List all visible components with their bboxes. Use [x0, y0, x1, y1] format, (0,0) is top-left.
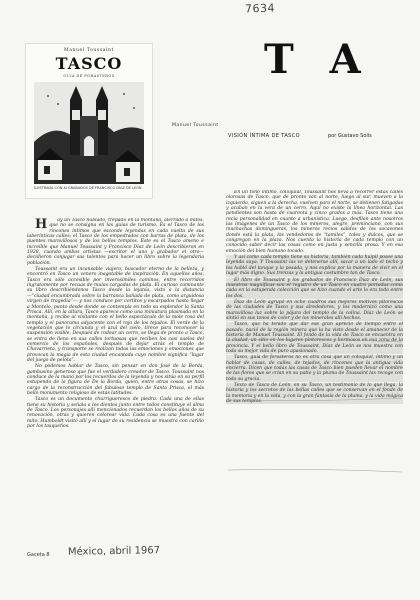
woodcut-illustration	[34, 82, 144, 184]
article-byline: por Gustavo Solís	[328, 133, 372, 139]
handwritten-date: México, abril 1967	[67, 545, 161, 558]
book-cover-image	[25, 43, 153, 199]
article-title: VISIÓN ÍNTIMA DE TASCO	[228, 133, 300, 139]
paragraph: Díaz de León agrupó en ocho cuadros sus mejores motivos pitorescos de las ciudades de Tasco y sus alrededores, y los modernizó como una maravillosa luz sobre la pájara del templo de la colina. Díaz de León se sintió en sus tonos de color y de los minerales allí hechos.	[226, 299, 403, 321]
cover-credit: ILUSTRADA CON XI GRABADOS DE FRANCISCO DÍAZ DE LEÓN	[34, 186, 142, 190]
cover-author: Manuel Toussaint	[64, 48, 114, 53]
handwritten-catalog-number: 7634	[244, 1, 276, 16]
big-title-ta: TA	[264, 36, 399, 83]
left-text-column	[27, 218, 204, 540]
cover-subtitle: GUIA DE FORASTEROS	[63, 74, 115, 78]
paragraph: Toussaint era un incansable viajero, buscador eterno de la belleza, y encontró en Tasco un venero inagotable de inspiración. En aquellos años, Tasco era sólo accesible por inverosímiles caminos, entre recorridos ingratamente por recuas de mulas cargadas de plata. El curioso caminante su libro describiéndonos Tasco desde la lejanía, visto a la distancia —“ciudad encumbrada sobre la barranca bañada de plata, como arguidosa virgen de tragedia”— y nos conduce por cortitos y escarpados hasta llegar a Montelo, punto desde donde se contempla en todo su esplendor la Santa Prisca. Allí, en la altura, Tasco aparece como una miniatura plasmada en la montaña, y recibe al visitante con el bello espectáculo de la mole rosa del templo y el panorama adyacente con el rojo de los tejados. El verde de la vegetación que lo circunda y el azul del cielo, tirece para reconocer la suspensión visible. Después de rodear un cerro, se llega de pronto a Tasco, se entra de lleno en sus calles tortuosas que reciben los casi suelos del comercio de los españoles, después de dejar atrás el templo de Chavarrieta, y transporte se realizan todas las emociones y emociones que provocan la magia de esta ciudad encantada cuyo nombre significa “lugar del juego de pelota”.	[27, 267, 204, 363]
paragraph: Tasco, que ha tenido que dar ese gran aprecio de tiempo entre el pasado, nació de la región minera que la ha visto desde el amanecer de la historia de Manuel Toussaint. El fondo de la vida de Tasco se encuentra en la ciudad, un sitio en los lugares pintorescos y hermosos en esa zona de la provincia. Y el bello libro de Toussaint, Díaz de León se nos muestra con toda su mejor vida de puro apasionado.	[226, 322, 403, 354]
paragraph: Y así como cada templo tiene su historia, también cada huipil posee una leyenda suya. Y Toussaint las ve detenerse allí, sacar a un lado el techo y los habló del tanque y la posada, y nos explica por la manera de vivir en el lugar más digno. Sus trenzas y la antigua costumbre tan de Tasco.	[226, 255, 403, 277]
paragraph: En un tono íntimo, coloquial, Toussaint nos lleva a recorrer estas calles olorosas de Tasco, que de pronto van al norte, luego al sur, mueven a la izquierda, siguen a la derecha, vuelven para el norte, se detienen fatigadas y acaban en la vera de un cerro. Aquí no existe la línea horizontal. Las pendientes son hasta de cuarenta y cinco grados a más. Tasco tiene una recia personalidad en cuanto a urbanística. Luego, desfilan ante nosotros las imágenes de un Tasco de los mineros, alegre, preminciano, con sus muchachas domingueras, los mineros recios salidos de los socavones donde está la plata, los vendedores de “tamiles”, toles y dulces, que se congregan en la plaza. Nos cuenta la historia de cada templo con un conocido saber decir las cosas como en justa y sencilla prosa. Y en esa emoción del bien humano tocado.	[226, 190, 403, 254]
paragraph: El libro de Toussaint y los grabados de Francisco Díaz de León, sus muestras magníficas son el registro de un Tasco en cuatro portadas como cada en la estupenda colección que se hizo cuando el arte lo era todo entre los dos.	[226, 277, 403, 299]
drop-cap: H	[35, 218, 48, 232]
paragraph: No podemos hablar de Tasco, sin pensar en don José de la Borda, gambusino generoso que fue el verdadero creador de Tasco. Toussaint nos conduce de la mano por los recuerdos de la leyenda y nos sitúa en su perfil estupendo de la figura de De la Borda, quien, entre otras cosas, se hizo cargo de la reconstrucción del fabuloso templo de Santa Prisca, el más bello monumento religioso de estas latitudes.	[27, 364, 204, 396]
author-name: Manuel Toussaint	[172, 123, 219, 128]
margin-pencil-marks	[226, 277, 406, 550]
paragraph: Tasco es un documento churrigueresco de piedra. Cada una de ellas tiene su historia y señala a los dientes junto entre todos constituye el alma de Tasco. Los personajes allí mencionados recuerdan los bellos años de su renovación, otras y quieren colorear vida. Cada cosa es una fuente del mito. Humboldt visitó allí y el lugar de su residencia se muestra con cariño por los tasqueños.	[27, 397, 204, 430]
paragraph: Texto de Tasco de León, en su Tasco, un testimonio de lo que llega, la historia y los secretos de las bellas calles que se conservan en el fondo de la memoria y en la vida, y con la gran fantasía de la pluma, y la vida mágica de sus templos.	[226, 383, 403, 405]
paragraph: Tasco, guía de forasteros no es otra cosa que un coloquial, íntimo y un hablar de casas, de calles, de tejados, de rincones que la antigua vida encierra. Dicen que todas las casas de Tasco bien pueden llevar el nombre de las flores que se crían en su patio y la pluma de Toussaint las recoge con toda su gracia.	[226, 355, 403, 382]
paragraph: ay un Tasco nublado, trepado en la montaña, alerrado a mitos, que no se consigna en las guías de turismo. Es el Tasco de los rincones íntimos que esconde leyendas en cada vuelta de sus laberínticas calles; el Tasco de los empedrados con barras de plata, de los puentes maravillosos y de los bellos templos. Este es el Tasco ameno e increíble que Manuel Toussaint y Francisco Díaz de León describieron en 1928, cuando ambos artistas —escritor el uno y grabador el otro— decidieron conjugar sus talentos para hacer un libro sobre la legendaria población.	[27, 218, 204, 266]
cover-title: TASCO	[55, 54, 123, 73]
page-folio: Gaceta 8	[27, 552, 50, 558]
